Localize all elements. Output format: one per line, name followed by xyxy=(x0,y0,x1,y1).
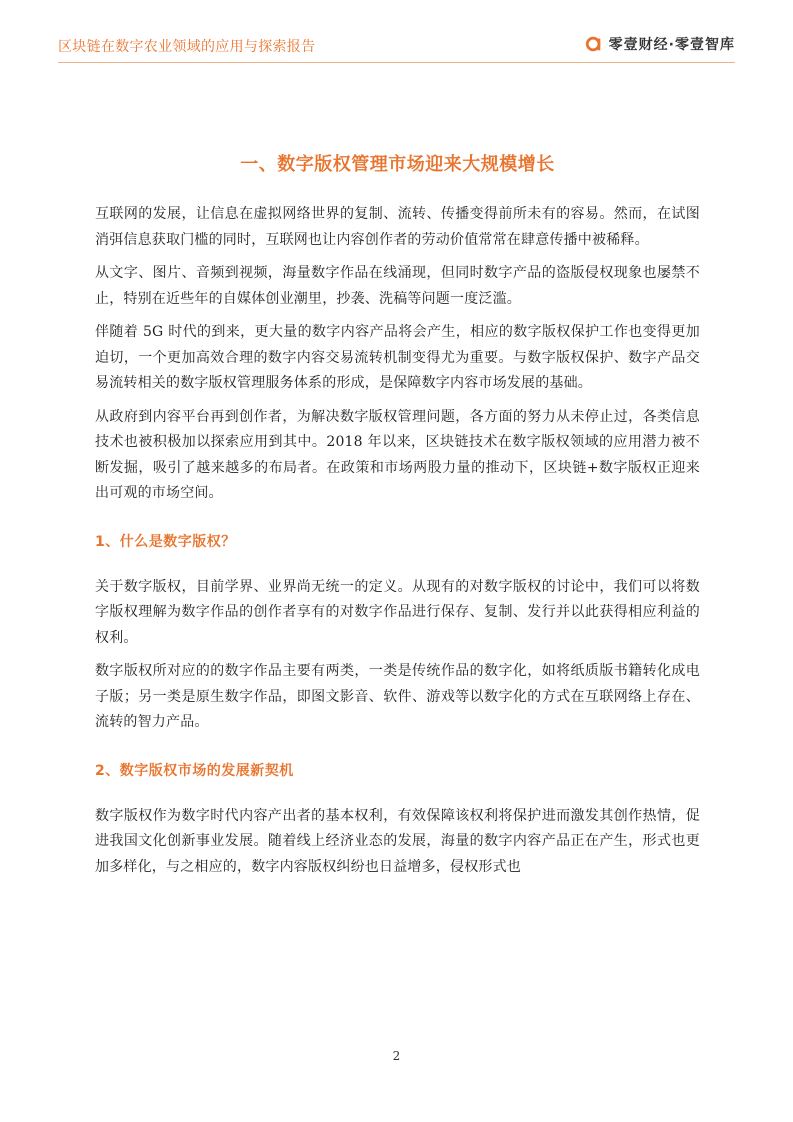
report-title: 区块链在数字农业领域的应用与探索报告 xyxy=(58,39,316,55)
subsection-heading: 2、数字版权市场的发展新契机 xyxy=(95,762,294,779)
page-header xyxy=(0,0,793,64)
paragraph: 关于数字版权，目前学界、业界尚无统一的定义。从现有的对数字版权的讨论中，我们可以将数字版权理解为数字作品的创作者享有的对数字作品进行保存、复制、发行并以此获得相应利益的权利。 xyxy=(95,578,700,646)
paragraph: 伴随着 5G 时代的到来，更大量的数字内容产品将会产生，相应的数字版权保护工作也变得更加迫切，一个更加高效合理的数字内容交易流转机制变得尤为重要。与数字版权保护、数字产品交易流转相关的数字版权管理服务体系的形成，是保障数字内容市场发展的基础。 xyxy=(95,324,700,391)
brand-logo-icon xyxy=(585,35,603,53)
brand-text: 零壹财经·零壹智库 xyxy=(608,37,735,53)
paragraph: 从文字、图片、音频到视频，海量数字作品在线涌现，但同时数字产品的盗版侵权现象也屡禁不止，特别在近些年的自媒体创业潮里，抄袭、洗稿等问题一度泛滥。 xyxy=(95,265,700,307)
header-divider xyxy=(58,62,735,63)
brand xyxy=(585,34,735,54)
paragraph: 数字版权所对应的的数字作品主要有两类，一类是传统作品的数字化，如将纸质版书籍转化成电子版；另一类是原生数字作品，即图文影音、软件、游戏等以数字化的方式在互联网络上存在、流转的智力产品。 xyxy=(95,663,700,730)
subsection-heading: 1、什么是数字版权？ xyxy=(95,533,236,550)
paragraph: 互联网的发展，让信息在虚拟网络世界的复制、流转、传播变得前所未有的容易。然而，在试图消弭信息获取门槛的同时，互联网也让内容创作者的劳动价值常常在肆意传播中被稀释。 xyxy=(95,206,700,248)
document-body xyxy=(95,150,700,888)
section-title: 一、数字版权管理市场迎来大规模增长 xyxy=(240,154,555,175)
paragraph: 从政府到内容平台再到创作者，为解决数字版权管理问题，各方面的努力从未停止过，各类信息技术也被积极加以探索应用到其中。2018 年以来，区块链技术在数字版权领域的应用潜力被不断发掘，吸引了越来越多的布局者。在政策和市场两股力量的推动下，区块链+数字版权正迎来出可观的市场空间。 xyxy=(95,408,700,501)
paragraph: 数字版权作为数字时代内容产出者的基本权利，有效保障该权利将保护进而激发其创作热情，促进我国文化创新事业发展。随着线上经济业态的发展，海量的数字内容产品正在产生，形式也更加多样化，与之相应的，数字内容版权纠纷也日益增多，侵权形式也 xyxy=(95,807,700,875)
page-number: 2 xyxy=(392,1049,401,1063)
